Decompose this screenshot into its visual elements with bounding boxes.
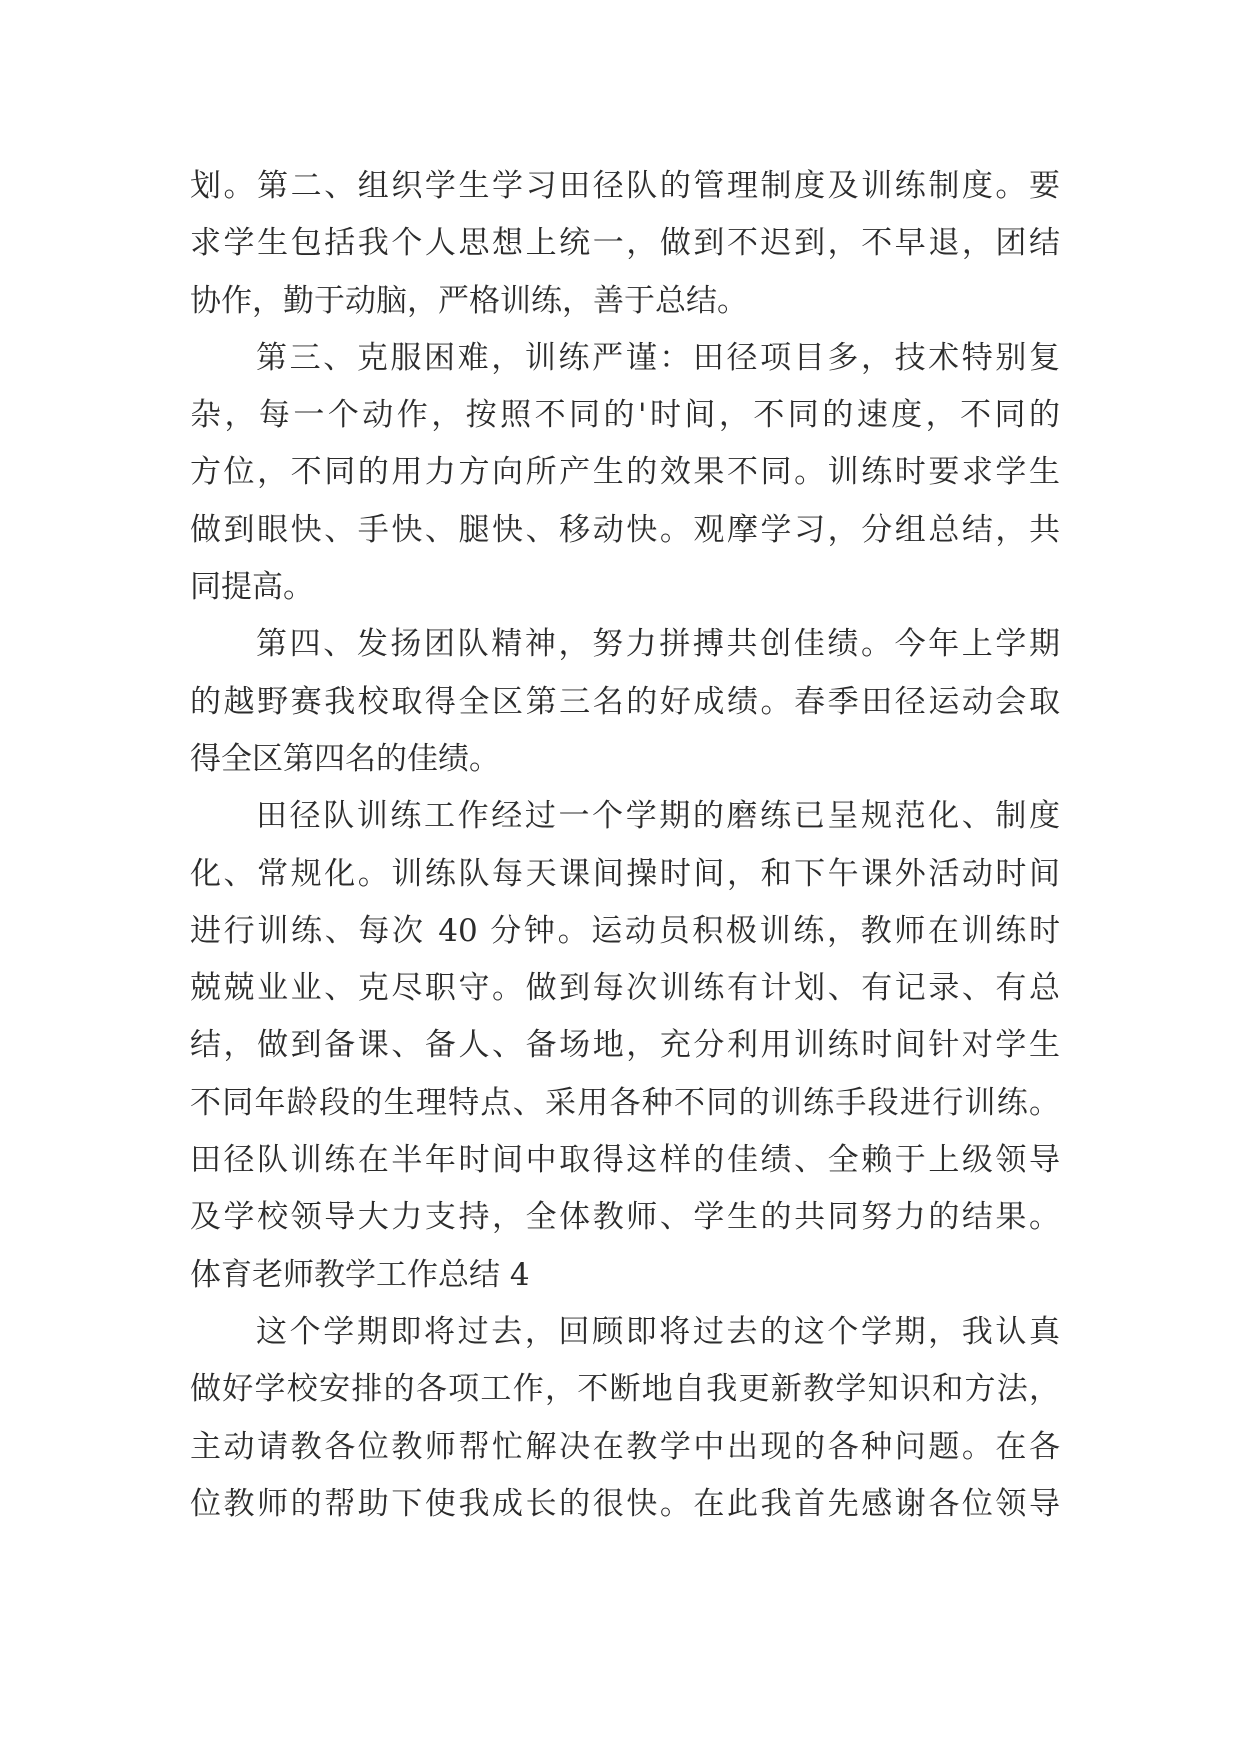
text-line: 兢兢业业、克尽职守。做到每次训练有计划、有记录、有总 (190, 970, 1060, 1007)
text-line: 结，做到备课、备人、备场地，充分利用训练时间针对学生 (190, 1027, 1060, 1064)
text-line: 方位，不同的用力方向所产生的效果不同。训练时要求学生 (190, 454, 1060, 491)
text-line: 的越野赛我校取得全区第三名的好成绩。春季田径运动会取 (190, 683, 1060, 720)
text-line: 同提高。 (190, 569, 314, 606)
text-line: 做好学校安排的各项工作，不断地自我更新教学知识和方法， (190, 1371, 1060, 1408)
text-line: 及学校领导大力支持，全体教师、学生的共同努力的结果。 (190, 1199, 1060, 1236)
text-line: 不同年龄段的生理特点、采用各种不同的训练手段进行训练。 (190, 1084, 1060, 1121)
text-line: 主动请教各位教师帮忙解决在教学中出现的各种问题。在各 (190, 1428, 1060, 1465)
text-line: 田径队训练工作经过一个学期的磨练已呈规范化、制度 (256, 798, 1060, 835)
text-line: 进行训练、每次 40 分钟。运动员积极训练，教师在训练时 (190, 912, 1060, 949)
text-line: 田径队训练在半年时间中取得这样的佳绩、全赖于上级领导 (190, 1142, 1060, 1179)
text-line: 位教师的帮助下使我成长的很快。在此我首先感谢各位领导 (190, 1485, 1060, 1522)
text-line: 求学生包括我个人思想上统一，做到不迟到，不早退，团结 (190, 225, 1060, 262)
text-line: 协作，勤于动脑，严格训练，善于总结。 (190, 282, 748, 319)
text-line: 这个学期即将过去，回顾即将过去的这个学期，我认真 (256, 1313, 1060, 1350)
text-line: 第三、克服困难，训练严谨：田径项目多，技术特别复 (256, 339, 1060, 376)
text-line: 化、常规化。训练队每天课间操时间，和下午课外活动时间 (190, 855, 1060, 892)
text-line: 体育老师教学工作总结 4 (190, 1256, 530, 1293)
text-line: 得全区第四名的佳绩。 (190, 740, 500, 777)
text-line: 划。第二、组织学生学习田径队的管理制度及训练制度。要 (190, 168, 1060, 204)
text-line: 做到眼快、手快、腿快、移动快。观摩学习，分组总结，共 (190, 511, 1060, 548)
text-line: 第四、发扬团队精神，努力拼搏共创佳绩。今年上学期 (256, 626, 1060, 663)
text-line: 杂，每一个动作，按照不同的'时间，不同的速度，不同的 (190, 397, 1060, 434)
document-body (190, 158, 1060, 1533)
